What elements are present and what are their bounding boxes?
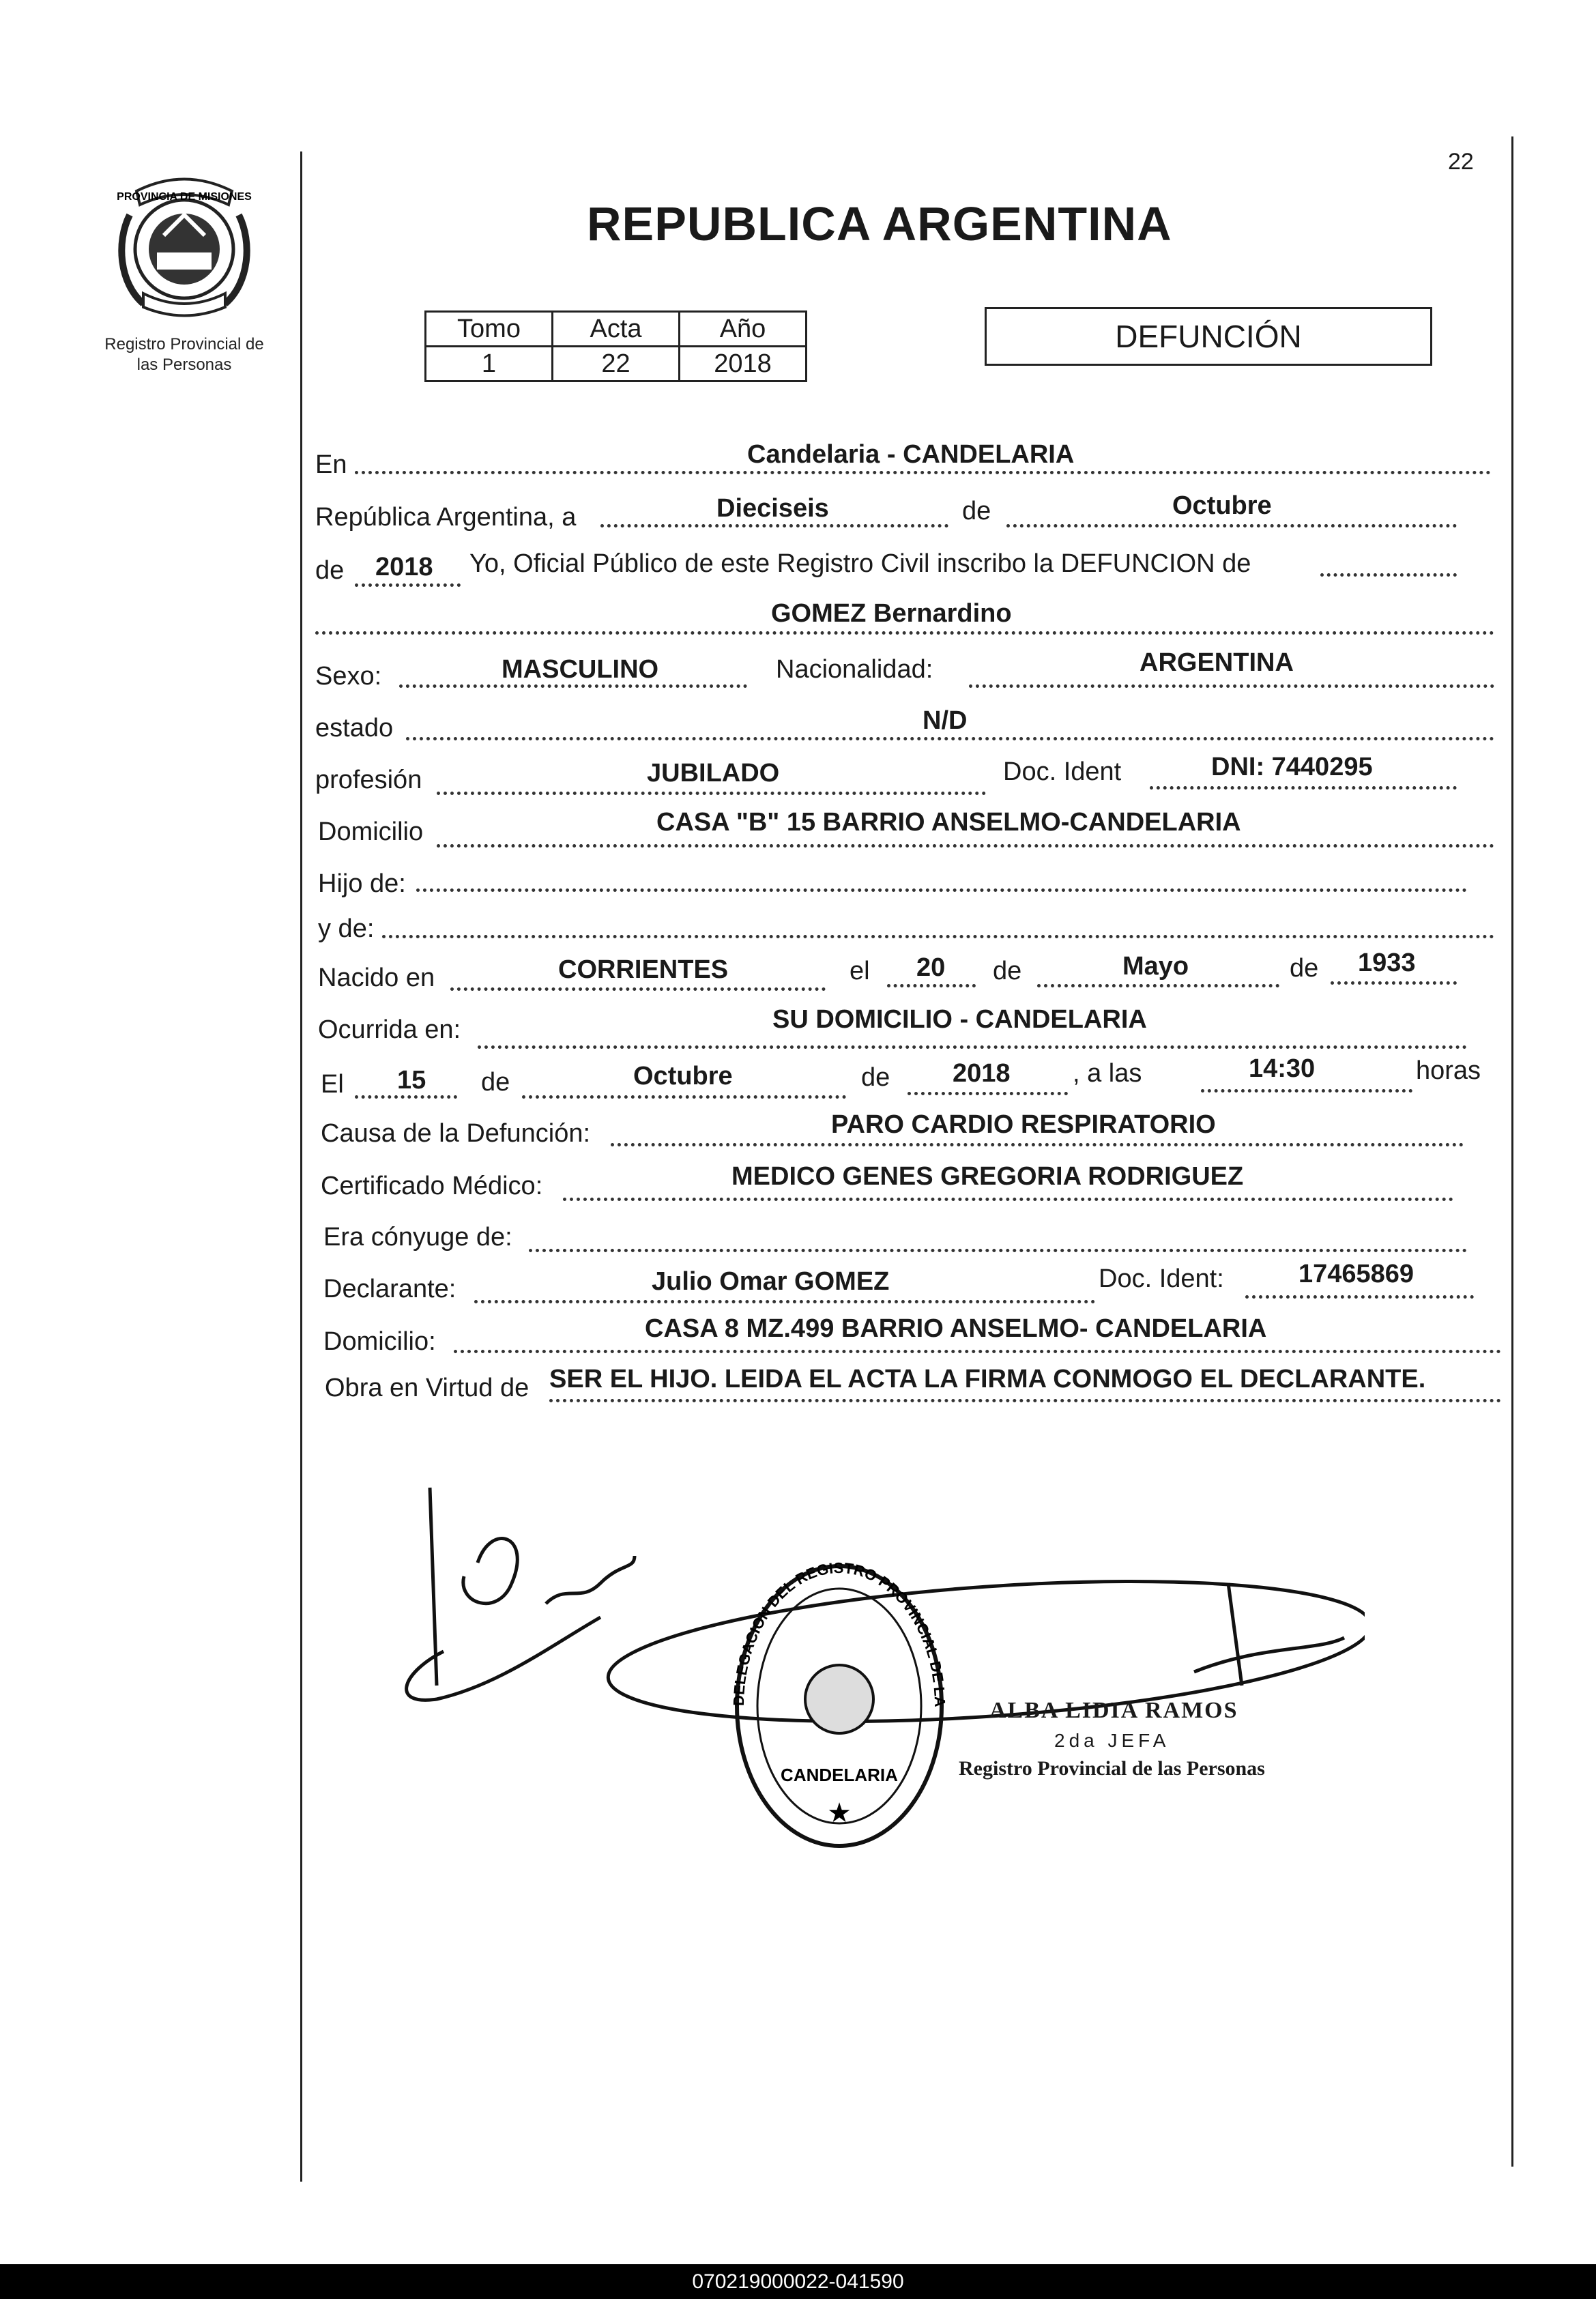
dotted-line bbox=[450, 987, 826, 991]
nacido-value: CORRIENTES bbox=[558, 955, 729, 984]
dotted-line bbox=[382, 935, 1494, 938]
dotted-line bbox=[1150, 786, 1457, 790]
causa-value: PARO CARDIO RESPIRATORIO bbox=[831, 1110, 1216, 1139]
de-label: de bbox=[315, 556, 345, 585]
footer-bar bbox=[0, 2264, 1596, 2299]
dotted-line bbox=[355, 583, 461, 587]
record-type-box bbox=[985, 307, 1432, 366]
nac-day: 20 bbox=[916, 953, 946, 982]
el-label: el bbox=[850, 957, 870, 985]
dotted-line bbox=[437, 792, 986, 795]
nacido-label: Nacido en bbox=[318, 964, 435, 992]
day-text: Dieciseis bbox=[716, 494, 829, 523]
official-org: Registro Provincial de las Personas bbox=[959, 1757, 1265, 1780]
nacionalidad-label: Nacionalidad: bbox=[776, 655, 933, 684]
nac-year: 1933 bbox=[1358, 949, 1416, 977]
nac-month: Mayo bbox=[1122, 952, 1189, 981]
dotted-line bbox=[522, 1095, 846, 1099]
sexo-label: Sexo: bbox=[315, 662, 382, 691]
de-label: de bbox=[962, 497, 991, 525]
acta-value: 22 bbox=[553, 347, 680, 381]
dotted-line bbox=[416, 888, 1467, 892]
right-margin-line bbox=[1511, 136, 1513, 2167]
doc-ident-value: DNI: 7440295 bbox=[1211, 753, 1373, 781]
registry-caption-line-2: las Personas bbox=[136, 356, 232, 374]
declarante-label: Declarante: bbox=[323, 1275, 456, 1303]
dotted-line bbox=[600, 524, 948, 527]
def-month: Octubre bbox=[633, 1062, 733, 1090]
yde-label: y de: bbox=[318, 914, 375, 943]
dotted-line bbox=[529, 1249, 1467, 1252]
obra-value: SER EL HIJO. LEIDA EL ACTA LA FIRMA CONMOGO EL DECLARANTE. bbox=[549, 1365, 1426, 1393]
de-label: de bbox=[481, 1068, 510, 1097]
tomo-value: 1 bbox=[426, 347, 553, 381]
de-label: de bbox=[861, 1063, 890, 1092]
dotted-line bbox=[437, 844, 1494, 848]
yo-text: Yo, Oficial Público de este Registro Civil inscribo la DEFUNCION de bbox=[469, 549, 1251, 578]
dotted-line bbox=[315, 631, 1494, 635]
dotted-line bbox=[355, 471, 1491, 474]
dotted-line bbox=[969, 684, 1494, 688]
svg-text:★: ★ bbox=[827, 1798, 852, 1828]
deceased-name: GOMEZ Bernardino bbox=[771, 599, 1012, 628]
record-type: DEFUNCIÓN bbox=[1115, 319, 1302, 354]
dotted-line bbox=[563, 1198, 1453, 1201]
decl-doc-value: 17465869 bbox=[1298, 1260, 1414, 1288]
page-number: 22 bbox=[1448, 149, 1474, 175]
registry-caption-line-1: Registro Provincial de bbox=[104, 335, 264, 353]
provincia-misiones-logo bbox=[116, 167, 252, 321]
sexo-value: MASCULINO bbox=[502, 655, 659, 684]
ocurrida-label: Ocurrida en: bbox=[318, 1015, 461, 1044]
dotted-line bbox=[406, 737, 1494, 740]
hijo-label: Hijo de: bbox=[318, 869, 406, 898]
dotted-line bbox=[549, 1399, 1501, 1402]
month-text: Octubre bbox=[1172, 491, 1272, 520]
domicilio-label: Domicilio bbox=[318, 818, 424, 846]
dotted-line bbox=[1037, 984, 1279, 987]
domicilio-value: CASA "B" 15 BARRIO ANSELMO-CANDELARIA bbox=[656, 808, 1241, 837]
profesion-label: profesión bbox=[315, 766, 422, 794]
republica-label: República Argentina, a bbox=[315, 503, 577, 532]
tomo-header: Tomo bbox=[426, 312, 553, 347]
dotted-line bbox=[1201, 1089, 1412, 1093]
def-day: 15 bbox=[397, 1066, 426, 1095]
conyuge-label: Era cónyuge de: bbox=[323, 1223, 512, 1252]
estado-label: estado bbox=[315, 714, 394, 742]
el-label: El bbox=[321, 1070, 344, 1099]
anio-header: Año bbox=[680, 312, 807, 347]
page-title: REPUBLICA ARGENTINA bbox=[587, 197, 1172, 250]
decl-doc-label: Doc. Ident: bbox=[1099, 1264, 1224, 1293]
de-label: de bbox=[993, 957, 1022, 985]
left-margin-line bbox=[300, 151, 302, 2182]
obra-label: Obra en Virtud de bbox=[325, 1374, 529, 1402]
dotted-line bbox=[478, 1045, 1467, 1049]
dotted-line bbox=[611, 1143, 1464, 1146]
official-name: ALBA LIDIA RAMOS bbox=[989, 1698, 1238, 1723]
de-label: de bbox=[1290, 954, 1319, 983]
reference-table bbox=[424, 310, 807, 382]
dotted-line bbox=[1320, 573, 1457, 577]
year-value: 2018 bbox=[375, 553, 433, 581]
seal-ring-text: DELEGACION DEL REGISTRO PROVINCIAL DE LA bbox=[729, 1559, 949, 1707]
signature-area bbox=[375, 1481, 1365, 1863]
en-label: En bbox=[315, 450, 347, 479]
logo-text: PROVINCIA DE MISIONES bbox=[117, 191, 252, 203]
dotted-line bbox=[887, 984, 976, 987]
dotted-line bbox=[399, 684, 747, 688]
profesion-value: JUBILADO bbox=[647, 759, 780, 787]
alas-label: , a las bbox=[1073, 1059, 1142, 1088]
dotted-line bbox=[454, 1350, 1501, 1353]
dotted-line bbox=[1331, 981, 1457, 985]
ocurrida-value: SU DOMICILIO - CANDELARIA bbox=[772, 1005, 1147, 1034]
hora-value: 14:30 bbox=[1249, 1054, 1316, 1083]
certificado-label: Certificado Médico: bbox=[321, 1172, 543, 1200]
declarante-value: Julio Omar GOMEZ bbox=[652, 1267, 890, 1296]
declarant-signature bbox=[407, 1488, 635, 1700]
registry-caption bbox=[82, 334, 287, 375]
delegacion-seal bbox=[375, 1481, 948, 1846]
seal-inner-text: CANDELARIA bbox=[781, 1765, 898, 1785]
def-year: 2018 bbox=[953, 1059, 1011, 1088]
official-role: 2da JEFA bbox=[1054, 1730, 1170, 1751]
nacionalidad-value: ARGENTINA bbox=[1140, 648, 1294, 677]
certificado-value: MEDICO GENES GREGORIA RODRIGUEZ bbox=[731, 1162, 1244, 1191]
doc-ident-label: Doc. Ident bbox=[1003, 757, 1122, 786]
dotted-line bbox=[908, 1092, 1068, 1095]
en-value: Candelaria - CANDELARIA bbox=[747, 440, 1075, 469]
domicilio2-value: CASA 8 MZ.499 BARRIO ANSELMO- CANDELARIA bbox=[645, 1314, 1267, 1343]
horas-label: horas bbox=[1416, 1056, 1481, 1085]
dotted-line bbox=[474, 1300, 1095, 1303]
dotted-line bbox=[1245, 1295, 1474, 1299]
dotted-line bbox=[355, 1095, 457, 1099]
acta-header: Acta bbox=[553, 312, 680, 347]
causa-label: Causa de la Defunción: bbox=[321, 1119, 591, 1148]
anio-value: 2018 bbox=[680, 347, 807, 381]
footer-code: 070219000022-041590 bbox=[692, 2270, 904, 2293]
dotted-line bbox=[1006, 524, 1457, 527]
estado-value: N/D bbox=[923, 706, 968, 735]
official-signature bbox=[604, 1560, 1365, 1743]
domicilio2-label: Domicilio: bbox=[323, 1327, 436, 1356]
